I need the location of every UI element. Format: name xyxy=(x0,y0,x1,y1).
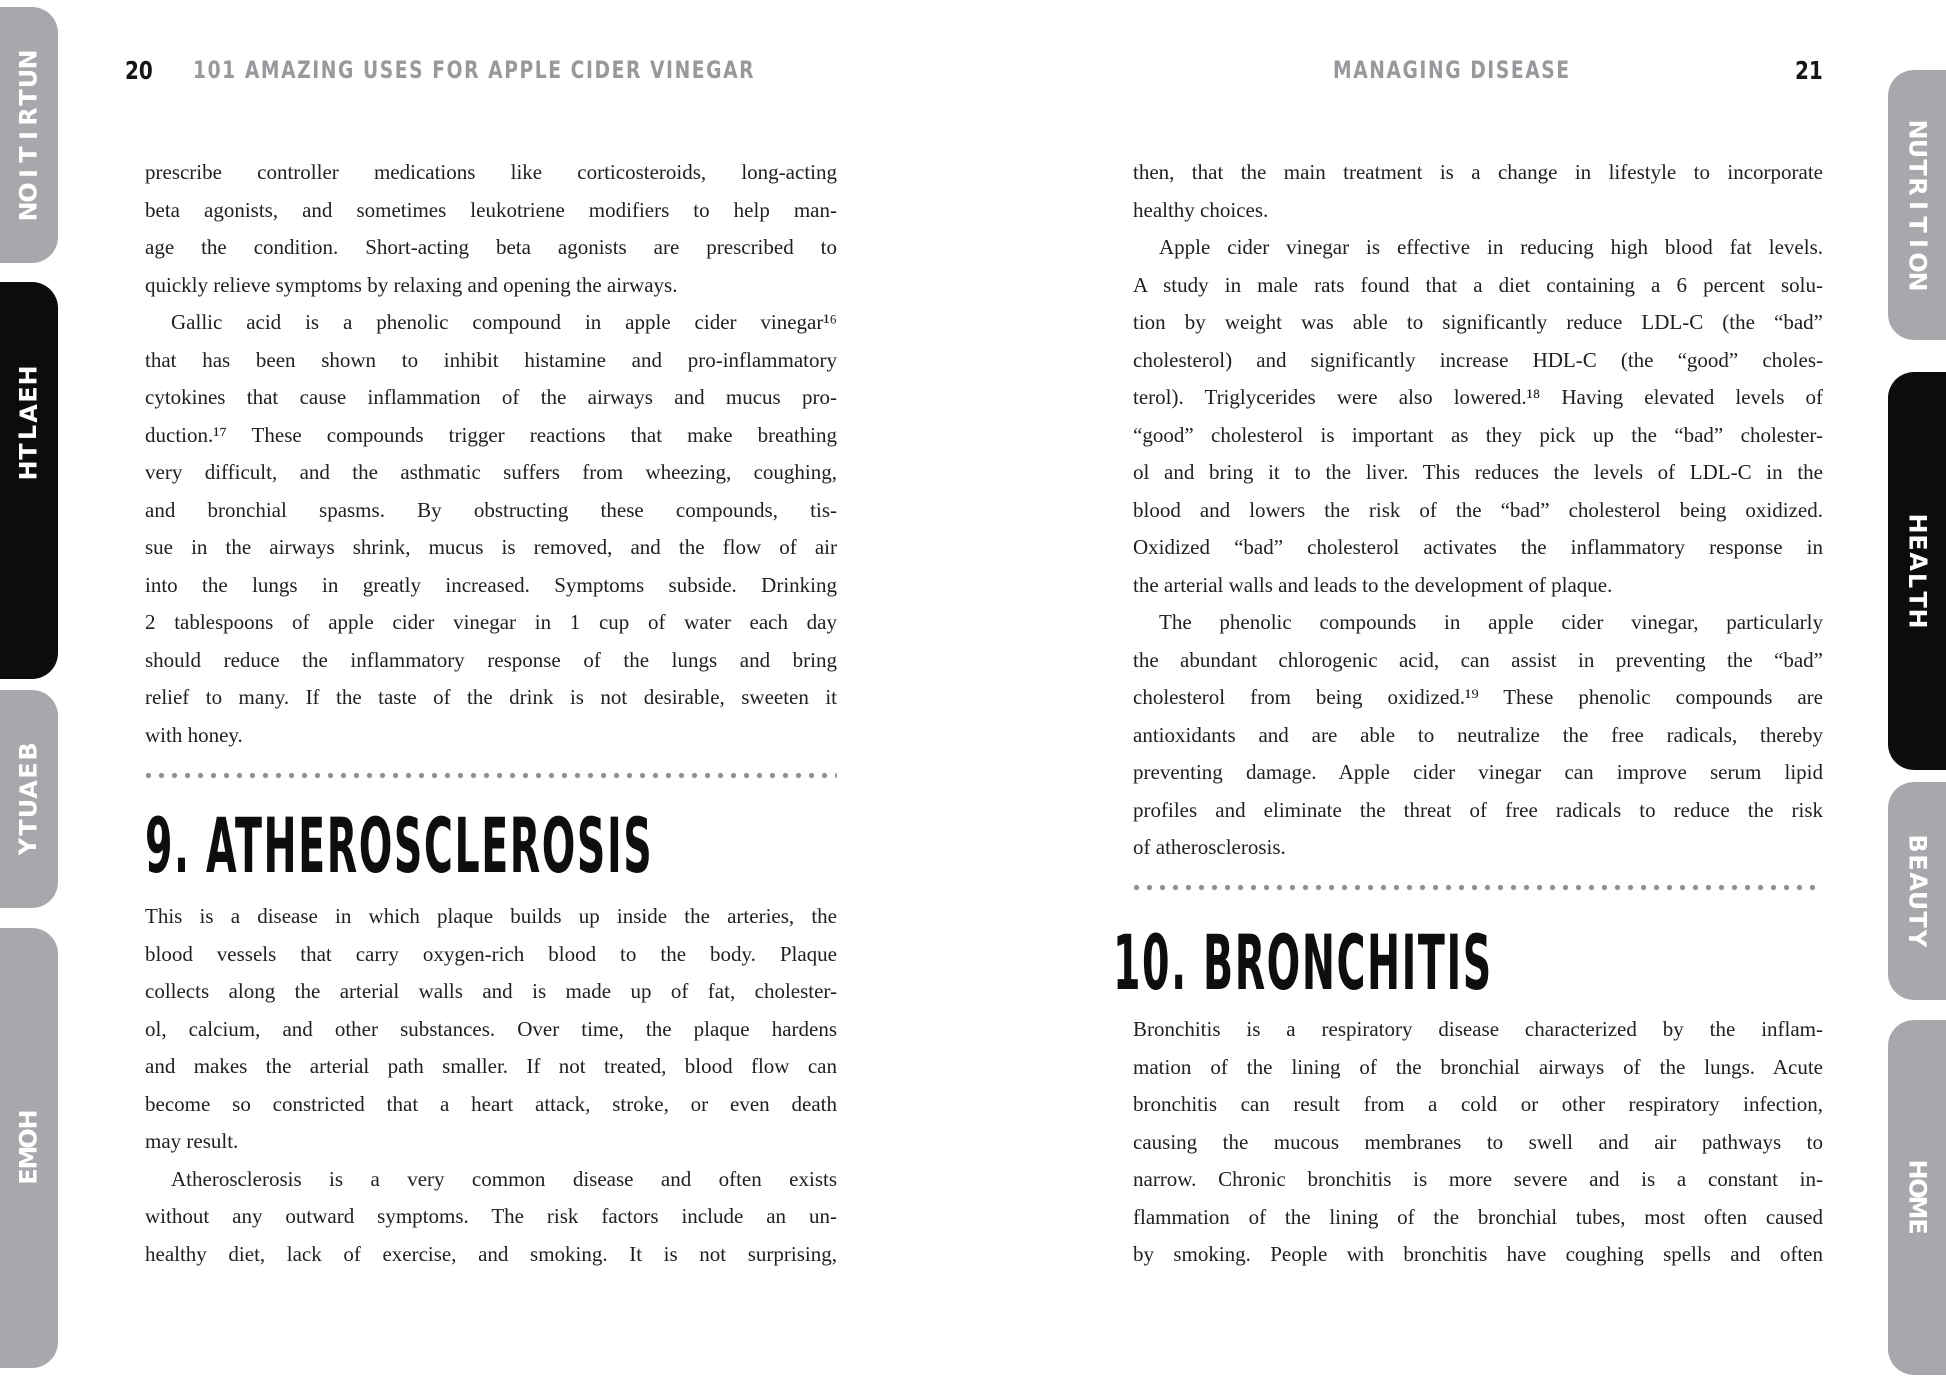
tab-letter: T xyxy=(1903,215,1932,233)
tab-home-right-label xyxy=(1903,1158,1932,1236)
right-page-column xyxy=(1133,0,1823,1381)
tab-letter: T xyxy=(1903,911,1932,928)
tab-letter: Y xyxy=(1903,929,1932,948)
left-page-text-top xyxy=(145,154,837,754)
text-line: with honey. xyxy=(145,722,243,747)
left-page-column xyxy=(145,0,837,1381)
text-line: then, that the main treatment is a change in lifestyle to incorporate xyxy=(1133,160,1823,184)
tab-letter: E xyxy=(1903,534,1932,551)
text-line: cytokines that cause inflammation of the airways and mucus pro- xyxy=(145,385,837,409)
text-line: age the condition. Short-acting beta agonists are prescribed to xyxy=(145,235,837,259)
dotted-divider-right xyxy=(1133,884,1823,891)
tab-letter: T xyxy=(1903,158,1932,176)
text-line: healthy diet, lack of exercise, and smoking. It is not surprising, xyxy=(145,1241,837,1266)
right-page-text-bottom xyxy=(1133,1011,1823,1274)
tab-letter: R xyxy=(1903,176,1932,196)
tab-health-left[interactable] xyxy=(0,282,58,679)
tab-letter: T xyxy=(14,443,43,460)
tab-letter: I xyxy=(1903,238,1932,248)
tab-letter: B xyxy=(14,742,43,761)
left-page-text-bottom xyxy=(145,898,837,1273)
tab-letter: L xyxy=(14,424,43,441)
text-line: Bronchitis is a respiratory disease characterized by the inflam- xyxy=(1133,1017,1823,1041)
text-line: become so constricted that a heart attack, stroke, or even death xyxy=(145,1091,837,1116)
text-line: mation of the lining of the bronchial airways of the lungs. Acute xyxy=(1133,1054,1823,1079)
text-line: cholesterol from being oxidized.¹⁹ These phenolic compounds are xyxy=(1133,685,1823,709)
tab-letter: T xyxy=(14,145,43,163)
text-line: into the lungs in greatly increased. Symptoms subside. Drinking xyxy=(145,572,837,597)
text-line: ol and bring it to the liver. This reduces the levels of LDL-C in the xyxy=(1133,460,1823,484)
text-line: Oxidized “bad” cholesterol activates the inflammatory response in xyxy=(1133,535,1823,559)
text-line: and bronchial spasms. By obstructing these compounds, tis- xyxy=(145,497,837,522)
text-line: should reduce the inflammatory response of the lungs and bring xyxy=(145,647,837,672)
text-line: of atherosclerosis. xyxy=(1133,835,1286,859)
tab-beauty-left[interactable] xyxy=(0,690,58,908)
text-line: tion by weight was able to significantly reduce LDL-C (the “bad” xyxy=(1133,310,1823,334)
section-heading-bronchitis: 10. BRONCHITIS xyxy=(1113,918,1493,1007)
text-line: ol, calcium, and other substances. Over time, the plaque hardens xyxy=(145,1016,837,1041)
tab-letter: U xyxy=(1903,890,1932,911)
text-line: “good” cholesterol is important as they pick up the “bad” cholester- xyxy=(1133,422,1823,447)
text-line: quickly relieve symptoms by relaxing and opening the airways. xyxy=(145,272,678,297)
tab-letter: L xyxy=(1903,572,1932,589)
tab-letter: U xyxy=(14,68,43,88)
tab-home-right[interactable] xyxy=(1888,1020,1946,1375)
tab-letter: B xyxy=(1903,834,1932,853)
text-line: 2 tablespoons of apple cider vinegar in 1 cup of water each day xyxy=(145,610,837,634)
tab-letter: E xyxy=(1903,1217,1932,1235)
text-line: The phenolic compounds in apple cider vinegar, particularly xyxy=(1159,610,1823,634)
text-line: blood and lowers the risk of the “bad” cholesterol being oxidized. xyxy=(1133,497,1823,522)
tab-letter: H xyxy=(1903,513,1932,534)
tab-letter: E xyxy=(14,1168,43,1185)
tab-beauty-left-label xyxy=(14,742,43,856)
text-line: bronchitis can result from a cold or other respiratory infection, xyxy=(1133,1092,1823,1116)
text-line: Atherosclerosis is a very common disease and often exists xyxy=(171,1166,837,1191)
text-line: and makes the arterial path smaller. If not treated, blood flow can xyxy=(145,1054,837,1078)
tab-letter: O xyxy=(1903,251,1932,273)
page-number-left: 20 xyxy=(125,56,153,85)
text-line: narrow. Chronic bronchitis is more severe and is a constant in- xyxy=(1133,1167,1823,1191)
tab-letter: I xyxy=(1903,200,1932,210)
text-line: profiles and eliminate the threat of free radicals to reduce the risk xyxy=(1133,797,1823,822)
tab-letter: U xyxy=(14,798,43,819)
text-line: causing the mucous membranes to swell and air pathways to xyxy=(1133,1129,1823,1154)
tab-letter: O xyxy=(1903,1177,1932,1199)
tab-letter: R xyxy=(14,106,43,126)
text-line: Gallic acid is a phenolic compound in apple cider vinegar¹⁶ xyxy=(171,310,837,334)
tab-letter: T xyxy=(1903,591,1932,608)
tab-letter: I xyxy=(14,168,43,178)
text-line: that has been shown to inhibit histamine and pro-inflammatory xyxy=(145,347,837,372)
tab-letter: Y xyxy=(14,837,43,856)
tab-home-left-label xyxy=(14,1109,43,1186)
running-title-right: MANAGING DISEASE xyxy=(1333,56,1571,84)
tab-health-left-label xyxy=(14,365,43,595)
tab-letter: M xyxy=(1903,1195,1932,1219)
text-line: may result. xyxy=(145,1129,239,1153)
text-line: blood vessels that carry oxygen-rich blood to the body. Plaque xyxy=(145,941,837,966)
tab-letter: T xyxy=(14,819,43,836)
tab-health-right-label xyxy=(1903,513,1932,629)
text-line: This is a disease in which plaque builds up inside the arteries, the xyxy=(145,904,837,928)
tab-letter: N xyxy=(14,200,43,222)
text-line: flammation of the lining of the bronchial tubes, most often caused xyxy=(1133,1204,1823,1229)
text-line: sue in the airways shrink, mucus is removed, and the flow of air xyxy=(145,535,837,559)
text-line: relief to many. If the taste of the drink is not desirable, sweeten it xyxy=(145,685,837,709)
tab-letter: A xyxy=(1903,552,1932,571)
tab-letter: H xyxy=(1903,608,1932,629)
tab-beauty-right[interactable] xyxy=(1888,782,1946,1000)
text-line: cholesterol) and significantly increase HDL-C (the “good” choles- xyxy=(1133,347,1823,372)
text-line: without any outward symptoms. The risk factors include an un- xyxy=(145,1204,837,1228)
tab-letter: E xyxy=(14,386,43,403)
tab-letter: N xyxy=(14,48,43,70)
tab-letter: N xyxy=(1903,270,1932,292)
tab-nutrition-left-label xyxy=(14,48,43,222)
tab-letter: N xyxy=(1903,118,1932,140)
section-heading-atherosclerosis: 9. ATHEROSCLEROSIS xyxy=(145,801,654,890)
tab-letter: A xyxy=(14,780,43,799)
text-line: beta agonists, and sometimes leukotriene modifiers to help man- xyxy=(145,197,837,222)
text-line: very difficult, and the asthmatic suffers from wheezing, coughing, xyxy=(145,460,837,484)
tab-home-left[interactable] xyxy=(0,928,58,1368)
tab-nutrition-left[interactable] xyxy=(0,7,58,263)
right-page-text-top xyxy=(1133,154,1823,867)
tab-letter: O xyxy=(14,1128,43,1149)
text-line: Apple cider vinegar is effective in reducing high blood fat levels. xyxy=(1159,235,1823,259)
tab-letter: H xyxy=(14,460,43,481)
text-line: preventing damage. Apple cider vinegar can improve serum lipid xyxy=(1133,760,1823,784)
tab-letter: I xyxy=(14,130,43,140)
page-number-right: 21 xyxy=(1795,56,1823,85)
tab-letter: H xyxy=(14,1109,43,1130)
text-line: by smoking. People with bronchitis have coughing spells and often xyxy=(1133,1242,1823,1266)
text-line: the abundant chlorogenic acid, can assist in preventing the “bad” xyxy=(1133,647,1823,672)
tab-letter: E xyxy=(1903,854,1932,871)
text-line: healthy choices. xyxy=(1133,197,1269,222)
text-line: duction.¹⁷ These compounds trigger reactions that make breathing xyxy=(145,422,837,447)
text-line: the arterial walls and leads to the development of plaque. xyxy=(1133,572,1613,597)
tab-letter: A xyxy=(1903,872,1932,891)
tab-letter: M xyxy=(14,1145,43,1170)
tab-letter: H xyxy=(1903,1158,1932,1180)
text-line: terol). Triglycerides were also lowered.¹⁸ Having elevated levels of xyxy=(1133,385,1823,409)
running-title-left: 101 AMAZING USES FOR APPLE CIDER VINEGAR xyxy=(193,56,756,84)
tab-letter: U xyxy=(1903,138,1932,158)
tab-letter: A xyxy=(14,404,43,423)
tab-health-right[interactable] xyxy=(1888,372,1946,770)
tab-letter: O xyxy=(14,181,43,203)
text-line: antioxidants and are able to neutralize the free radicals, thereby xyxy=(1133,722,1823,747)
tab-beauty-right-label xyxy=(1903,834,1932,948)
tab-letter: T xyxy=(14,88,43,106)
dotted-divider-left xyxy=(145,772,837,779)
text-line: A study in male rats found that a diet containing a 6 percent solu- xyxy=(1133,272,1823,297)
tab-letter: H xyxy=(14,365,43,386)
text-line: prescribe controller medications like corticosteroids, long-acting xyxy=(145,160,837,184)
tab-nutrition-right-label xyxy=(1903,118,1932,292)
tab-nutrition-right[interactable] xyxy=(1888,70,1946,340)
tab-letter: E xyxy=(14,762,43,779)
text-line: collects along the arterial walls and is made up of fat, cholester- xyxy=(145,979,837,1003)
